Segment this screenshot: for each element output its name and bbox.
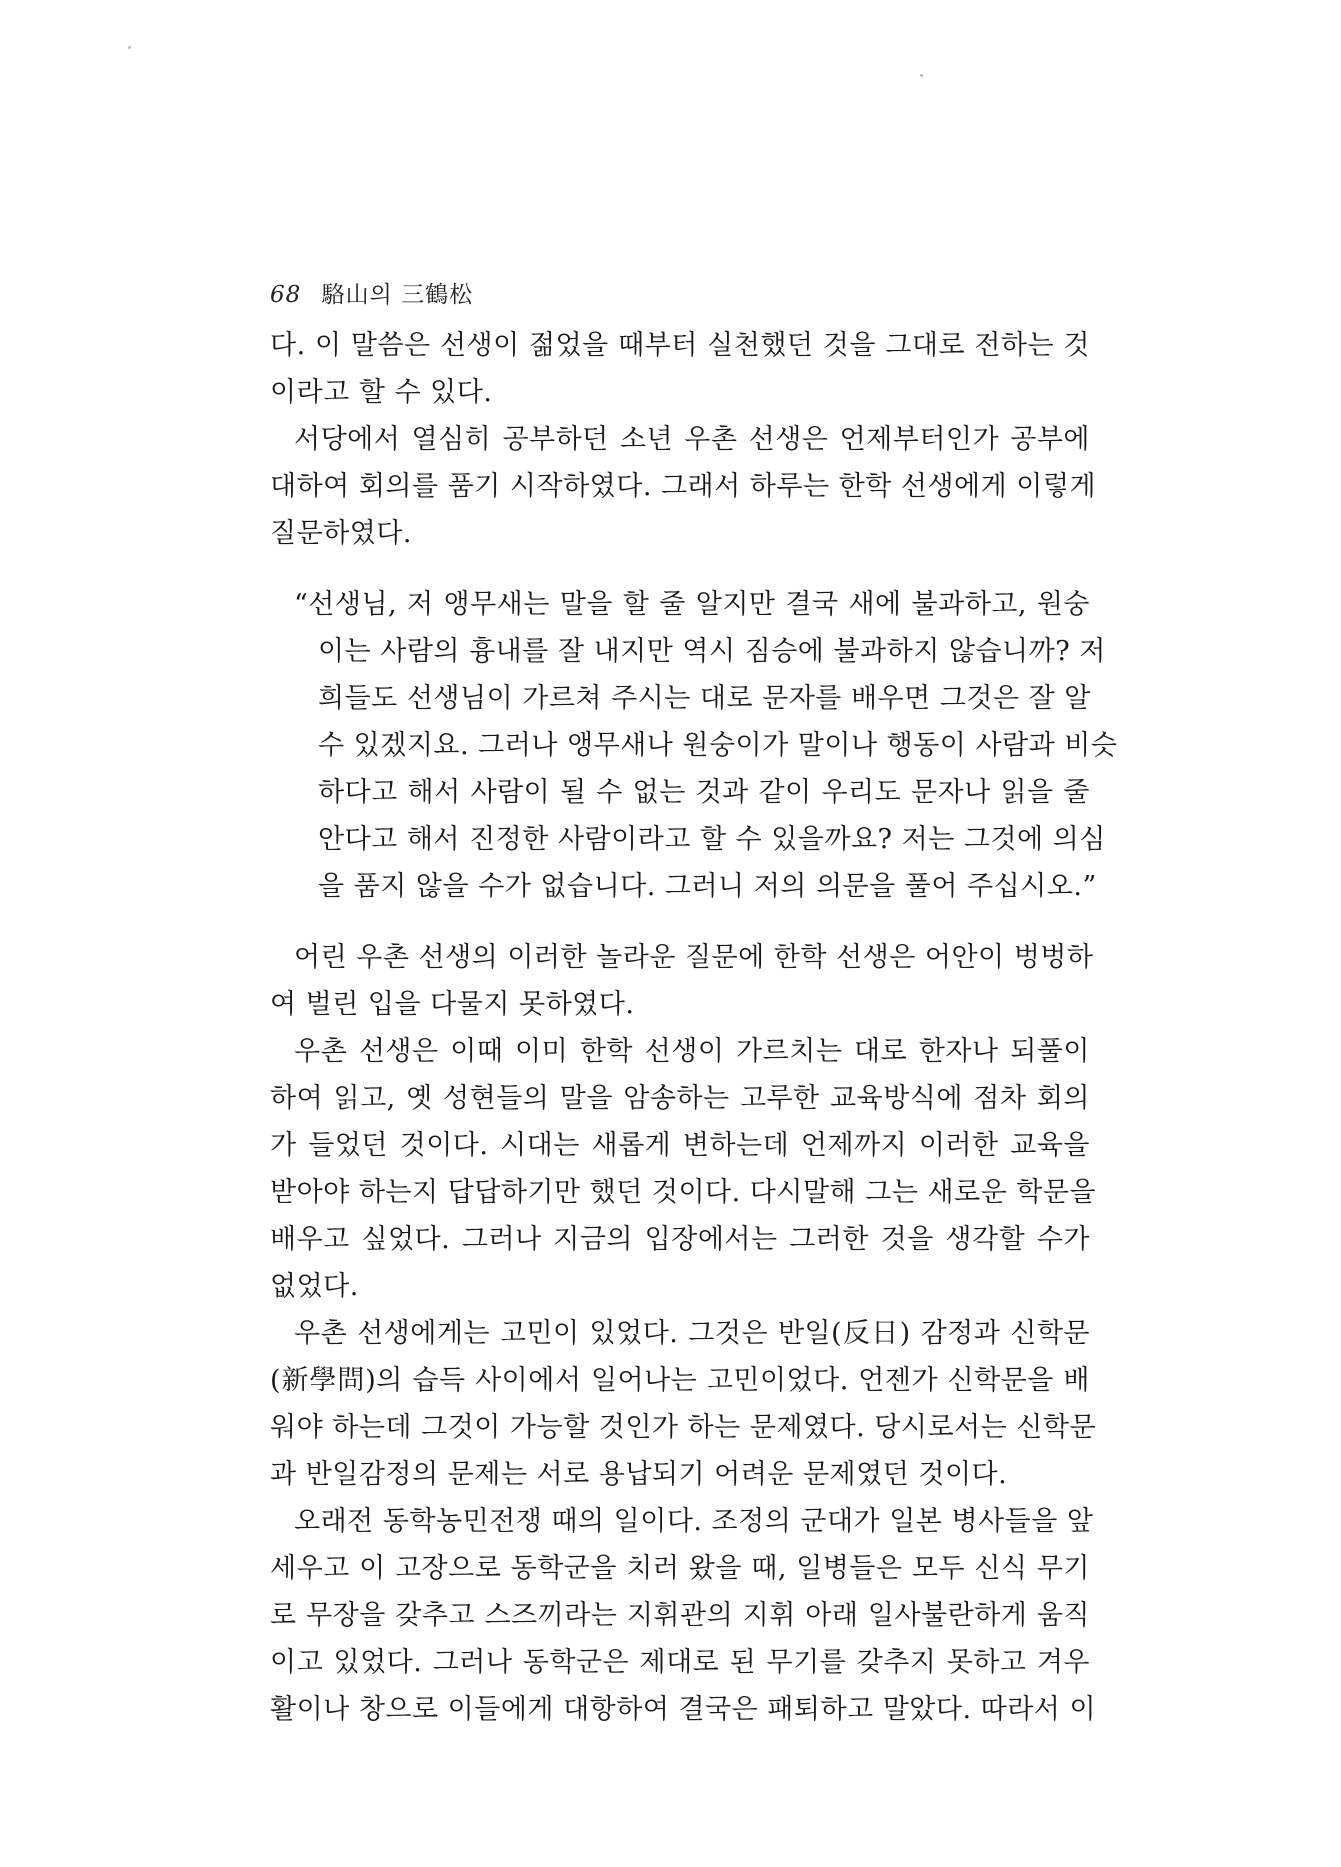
body-text: [270, 322, 1118, 1733]
text-line: 과 반일감정의 문제는 서로 용납되기 어려운 문제였던 것이다.: [270, 1459, 1008, 1490]
paragraph: [270, 1498, 1097, 1733]
text-line: 배우고 싶었다. 그러나 지금의 입장에서는 그러한 것을 생각할 수가: [270, 1224, 1090, 1255]
text-line: 하여 읽고, 옛 성현들의 말을 암송하는 고루한 교육방식에 점차 회의: [270, 1083, 1090, 1114]
text-line: 서당에서 열심히 공부하던 소년 우촌 선생은 언제부터인가 공부에: [294, 424, 1090, 455]
text-line: (新學問)의 습득 사이에서 일어나는 고민이었다. 언젠가 신학문을 배: [270, 1365, 1090, 1396]
text-line: 우촌 선생에게는 고민이 있었다. 그것은 반일(反日) 감정과 신학문: [294, 1318, 1090, 1349]
scan-speck: [128, 46, 131, 49]
quote-line: 이는 사람의 흉내를 잘 내지만 역시 짐승에 불과하지 않습니까? 저: [318, 636, 1106, 667]
paragraph: [270, 322, 1090, 416]
quote-line: 희들도 선생님이 가르쳐 주시는 대로 문자를 배우면 그것은 잘 알: [318, 683, 1091, 714]
text-line: 어린 우촌 선생의 이러한 놀라운 질문에 한학 선생은 어안이 벙벙하: [294, 942, 1094, 973]
paragraph: [270, 1028, 1097, 1310]
text-line: 다. 이 말씀은 선생이 젊었을 때부터 실천했던 것을 그대로 전하는 것: [270, 330, 1090, 361]
text-line: 없었다.: [270, 1271, 359, 1302]
text-line: 우촌 선생은 이때 이미 한학 선생이 가르치는 대로 한자나 되풀이: [294, 1036, 1090, 1067]
text-line: 받아야 하는지 답답하기만 했던 것이다. 다시말해 그는 새로운 학문을: [270, 1177, 1097, 1208]
text-line: 활이나 창으로 이들에게 대항하여 결국은 패퇴하고 말았다. 따라서 이: [270, 1694, 1097, 1725]
text-line: 이고 있었다. 그러나 동학군은 제대로 된 무기를 갖추지 못하고 겨우: [270, 1647, 1090, 1678]
text-line: 여 벌린 입을 다물지 못하였다.: [270, 989, 635, 1020]
text-line: 이라고 할 수 있다.: [270, 377, 493, 408]
running-header: [270, 276, 473, 309]
paragraph: [270, 1310, 1097, 1498]
text-line: 질문하였다.: [270, 518, 412, 549]
book-title: 駱山의 三鶴松: [321, 282, 474, 308]
block-quote: [270, 581, 1118, 910]
scan-speck: [920, 74, 923, 77]
text-line: 세우고 이 고장으로 동학군을 치러 왔을 때, 일병들은 모두 신식 무기: [270, 1553, 1090, 1584]
paragraph: [270, 416, 1097, 557]
paragraph: [270, 934, 1094, 1028]
text-line: 대하여 회의를 품기 시작하였다. 그래서 하루는 한학 선생에게 이렇게: [270, 471, 1097, 502]
text-line: 가 들었던 것이다. 시대는 새롭게 변하는데 언제까지 이러한 교육을: [270, 1130, 1090, 1161]
page-number: 68: [270, 282, 302, 308]
quote-line: 을 품지 않을 수가 없습니다. 그러니 저의 의문을 풀어 주십시오.”: [318, 871, 1097, 902]
text-line: 오래전 동학농민전쟁 때의 일이다. 조정의 군대가 일본 병사들을 앞: [294, 1506, 1094, 1537]
text-line: 로 무장을 갖추고 스즈끼라는 지휘관의 지휘 아래 일사불란하게 움직: [270, 1600, 1090, 1631]
quote-line: 하다고 해서 사람이 될 수 없는 것과 같이 우리도 문자나 읽을 줄: [318, 777, 1090, 808]
text-line: 워야 하는데 그것이 가능할 것인가 하는 문제였다. 당시로서는 신학문: [270, 1412, 1097, 1443]
quote-line: “선생님, 저 앵무새는 말을 할 줄 알지만 결국 새에 불과하고, 원숭: [294, 589, 1090, 620]
quote-line: 안다고 해서 진정한 사람이라고 할 수 있을까요? 저는 그것에 의심: [318, 824, 1106, 855]
quote-line: 수 있겠지요. 그러나 앵무새나 원숭이가 말이나 행동이 사람과 비슷: [318, 730, 1118, 761]
